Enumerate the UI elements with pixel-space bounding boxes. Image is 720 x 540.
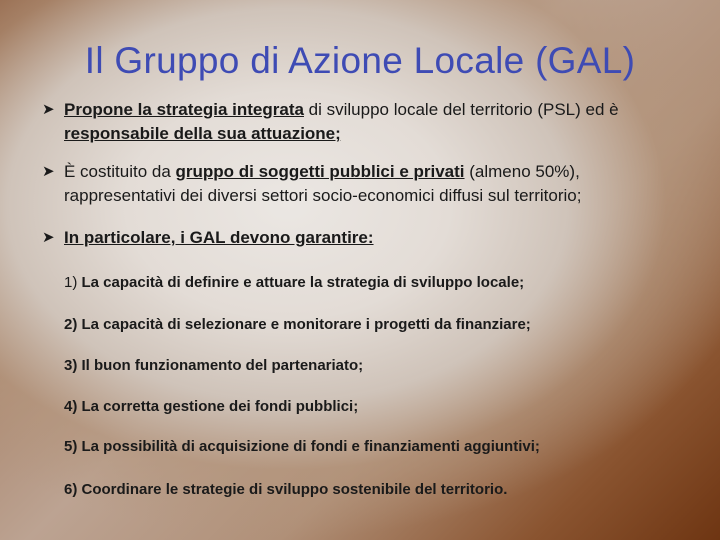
bullet-text (64, 226, 692, 250)
bullet-text-part: Propone la strategia integrata (64, 100, 304, 119)
bullet-text (64, 98, 692, 146)
bullet-text (64, 160, 692, 208)
bullet-point (42, 226, 692, 250)
item-text: Il buon funzionamento del partenariato; (77, 357, 364, 374)
item-text: La capacità di selezionare e monitorare i progetti da finanziare; (77, 316, 531, 333)
item-text: La possibilità di acquisizione di fondi e finanziamenti aggiuntivi; (77, 438, 540, 455)
item-number: 5) (64, 438, 78, 455)
list-item (64, 315, 704, 335)
item-text: La capacità di definire e attuare la strategia di sviluppo locale; (77, 274, 525, 291)
bullet-text-part: responsabile della sua attuazione; (64, 124, 341, 143)
list-item (64, 356, 704, 376)
bullet-text-part: In particolare, i GAL devono garantire: (64, 228, 374, 247)
list-item (64, 397, 704, 417)
item-text: Coordinare le strategie di sviluppo sostenibile del territorio. (77, 481, 508, 498)
arrow-right-icon: ➤ (42, 163, 55, 180)
list-item (64, 480, 704, 500)
item-number: 3) (64, 357, 78, 374)
bullet-point (42, 160, 692, 208)
item-number: 6) (64, 481, 78, 498)
slide-title: Il Gruppo di Azione Locale (GAL) (84, 40, 636, 81)
arrow-right-icon: ➤ (42, 101, 55, 118)
bullet-text-part: di sviluppo locale del territorio (PSL) ed è (303, 100, 619, 119)
bullet-point (42, 98, 692, 146)
bullet-text-part: (almeno 50%), rappresentativi dei diversi settori socio-economici diffusi sul territorio; (64, 162, 582, 205)
bullet-text-part: È costituito da (64, 162, 176, 181)
bullet-text-part: gruppo di soggetti pubblici e privati (175, 162, 465, 181)
list-item (64, 273, 704, 293)
item-number: 1) (64, 274, 78, 291)
item-text: La corretta gestione dei fondi pubblici; (77, 398, 359, 415)
item-number: 4) (64, 398, 78, 415)
list-item (64, 437, 704, 457)
item-number: 2) (64, 316, 78, 333)
arrow-right-icon: ➤ (42, 229, 55, 246)
